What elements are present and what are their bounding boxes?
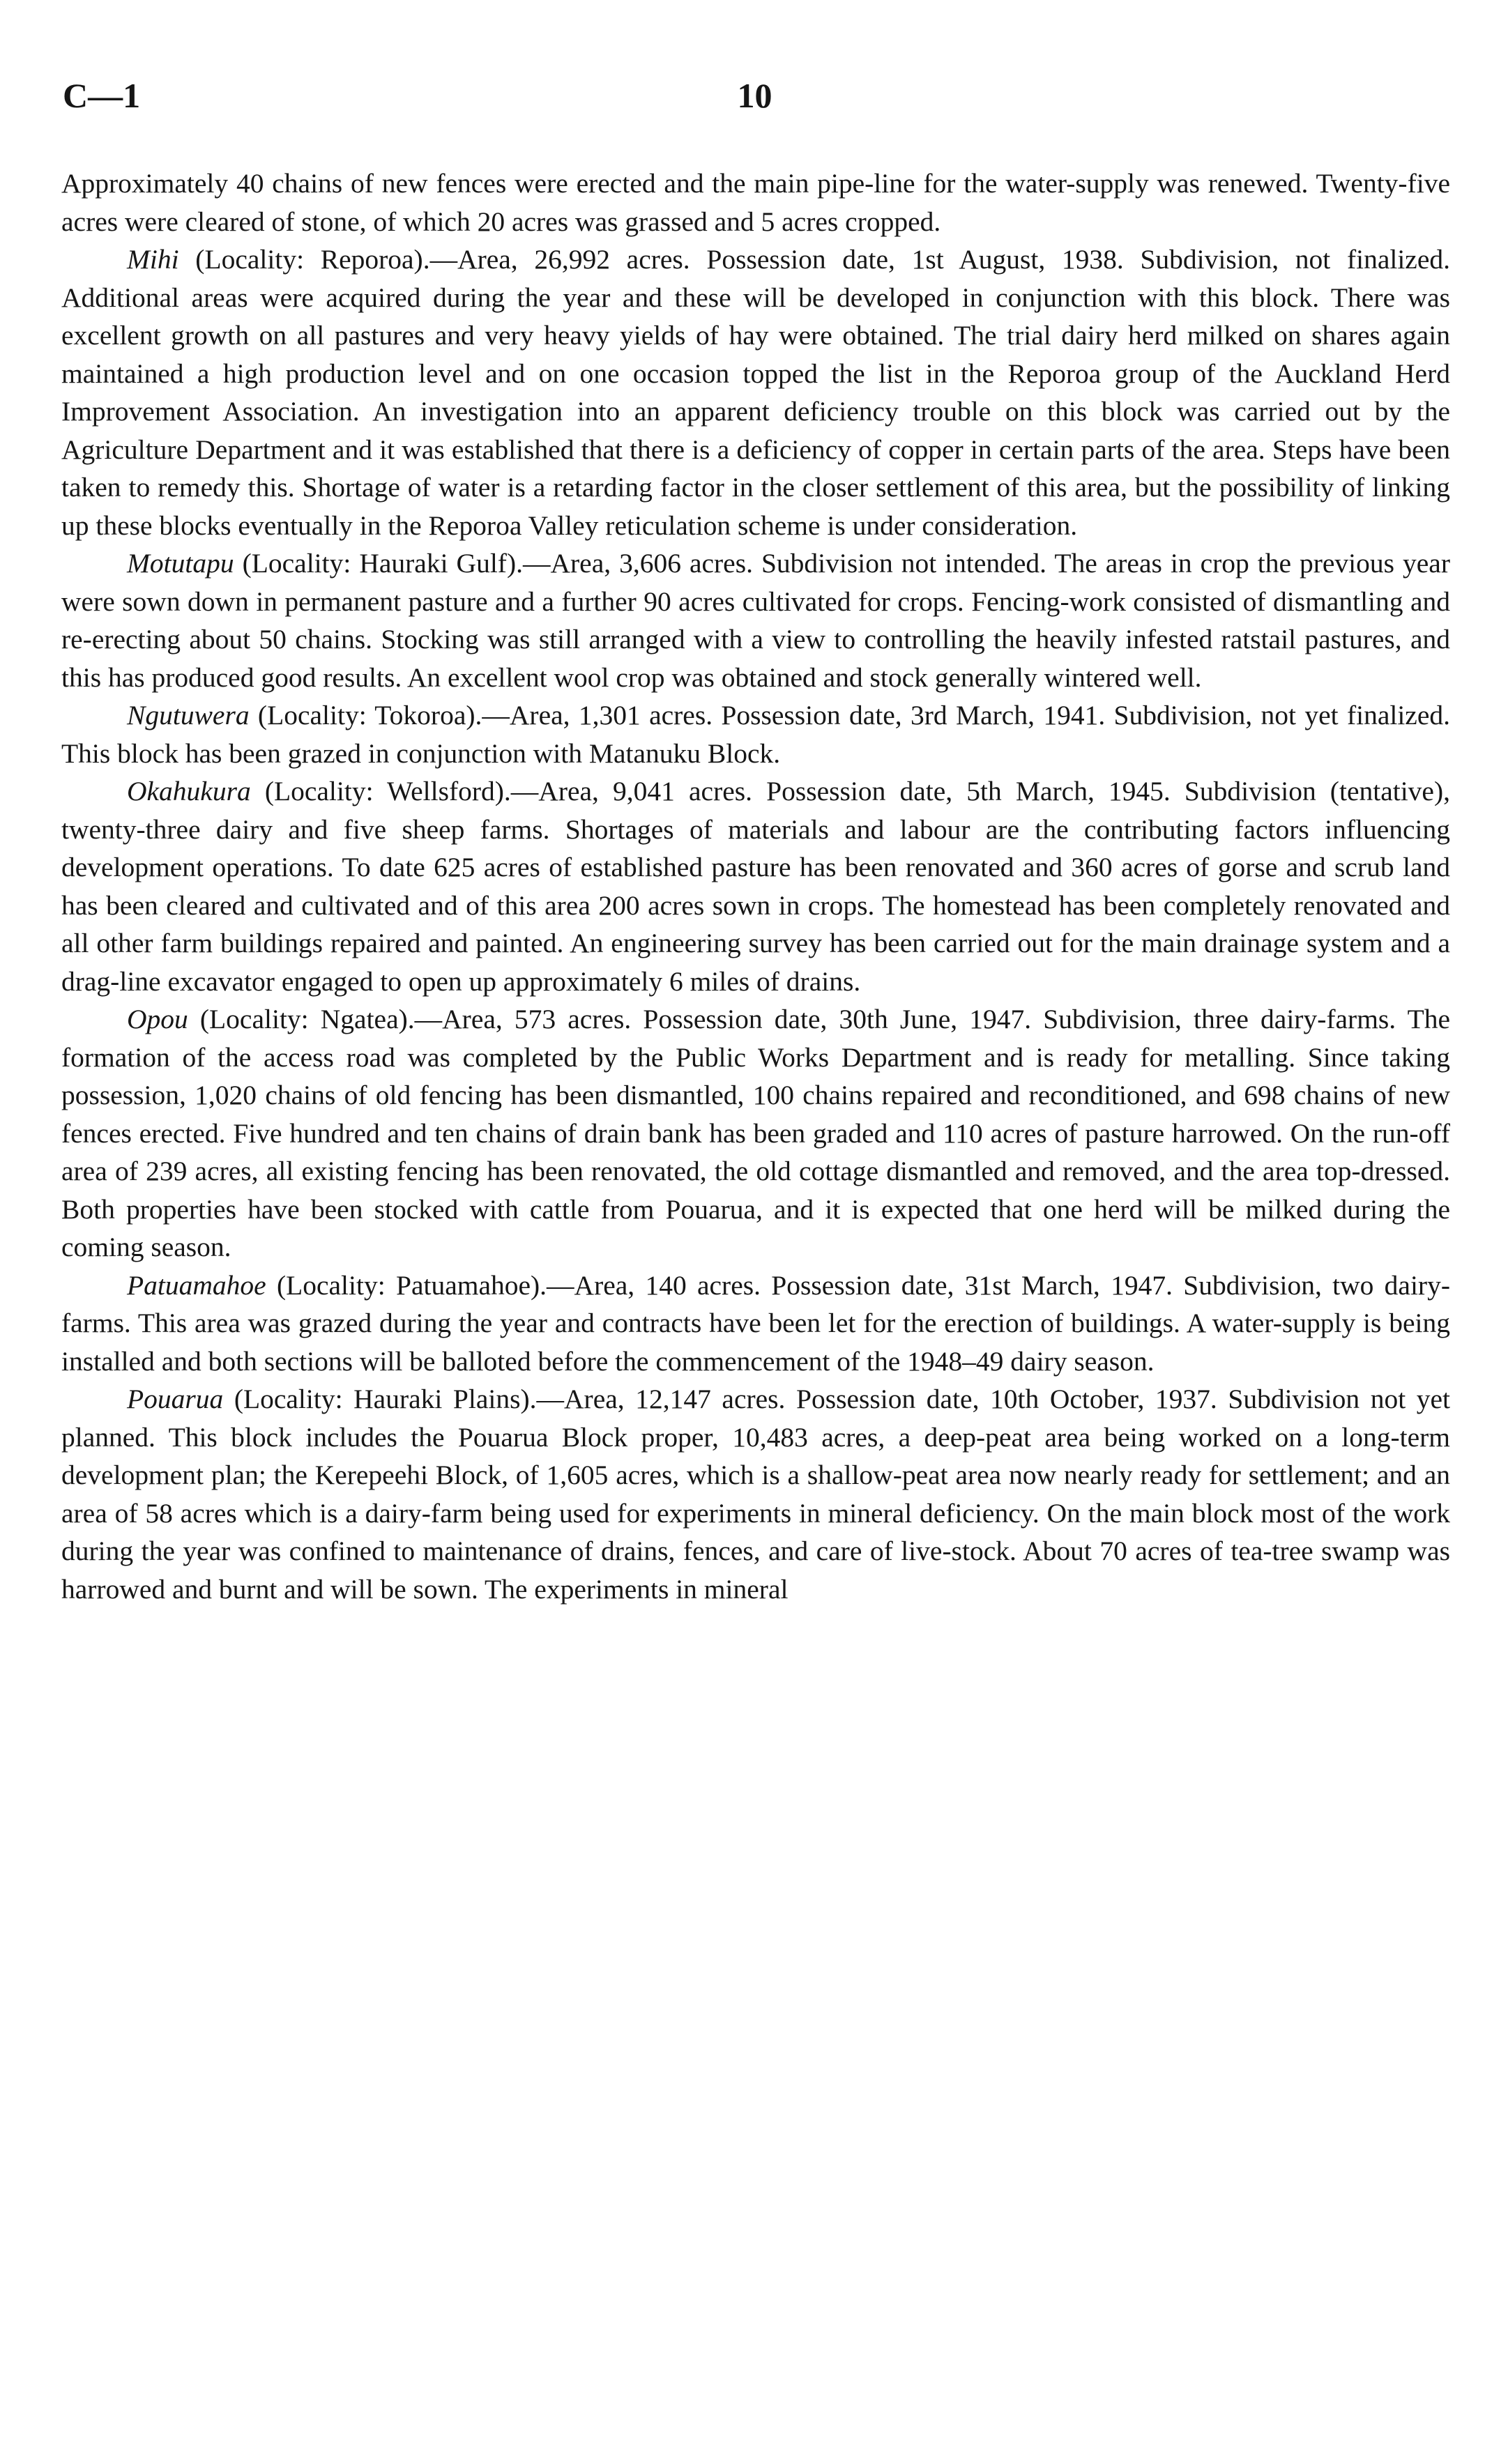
page-header [63, 75, 1447, 124]
paragraph-text: (Locality: Wellsford).—Area, 9,041 acres. Possession date, 5th March, 1945. Subdivision (tentative), twenty-three dairy and five sheep farms. Shortages of materials and labour are the contributing factors influencing development operations. To date 625 acres of established pasture has been renovated and 360 acres of gorse and scrub land has been cleared and cultivated and of this area 200 acres sown in crops. The homestead has been completely renovated and all other farm buildings repaired and painted. An engineering survey has been carried out for the main drainage system and a drag-line excavator engaged to open up approximately 6 miles of drains. [61, 776, 1450, 997]
body-text [61, 164, 1450, 1608]
paragraph-opou [61, 1000, 1450, 1267]
paragraph-text: (Locality: Tokoroa).—Area, 1,301 acres. Possession date, 3rd March, 1941. Subdivision, not yet finalized. This block has been grazed in conjunction with Matanuku Block. [61, 700, 1450, 769]
block-name: Ngutuwera [127, 700, 250, 730]
block-name: Okahukura [127, 776, 251, 806]
paragraph-text: Approximately 40 chains of new fences were erected and the main pipe-line for the water-supply was renewed. Twenty-five acres were cleared of stone, of which 20 acres was grassed and 5 acres cropped. [61, 168, 1450, 237]
paragraph-motutapu [61, 544, 1450, 696]
block-name: Pouarua [127, 1384, 224, 1414]
paragraph-continuation [61, 164, 1450, 240]
paragraph-okahukura [61, 772, 1450, 1000]
paragraph-pouarua [61, 1380, 1450, 1608]
block-name: Mihi [127, 244, 179, 275]
block-name: Opou [127, 1004, 188, 1034]
block-name: Motutapu [127, 548, 234, 579]
paragraph-mihi [61, 240, 1450, 544]
report-code: C—1 [63, 76, 141, 115]
paragraph-text: (Locality: Ngatea).—Area, 573 acres. Possession date, 30th June, 1947. Subdivision, three dairy-farms. The formation of the access road was completed by the Public Works Department and is ready for metalling. Since taking possession, 1,020 chains of old fencing has been dismantled, 100 chains repaired and reconditioned, and 698 chains of new fences erected. Five hundred and ten chains of drain bank has been graded and 110 acres of pasture harrowed. On the run-off area of 239 acres, all existing fencing has been renovated, the old cottage dismantled and removed, and the area top-dressed. Both properties have been stocked with cattle from Pouarua, and it is expected that one herd will be milked during the coming season. [61, 1004, 1450, 1262]
paragraph-patuamahoe [61, 1267, 1450, 1381]
paragraph-text: (Locality: Hauraki Gulf).—Area, 3,606 acres. Subdivision not intended. The areas in crop the previous year were sown down in permanent pasture and a further 90 acres cultivated for crops. Fencing-work consisted of dismantling and re-erecting about 50 chains. Stocking was still arranged with a view to controlling the heavily infested ratstail pastures, and this has produced good results. An excellent wool crop was obtained and stock generally wintered well. [61, 548, 1450, 693]
paragraph-text: (Locality: Hauraki Plains).—Area, 12,147 acres. Possession date, 10th October, 1937. Subdivision not yet planned. This block includes the Pouarua Block proper, 10,483 acres, a deep-peat area being worked on a long-term development plan; the Kerepeehi Block, of 1,605 acres, which is a shallow-peat area now nearly ready for settlement; and an area of 58 acres which is a dairy-farm being used for experiments in mineral deficiency. On the main block most of the work during the year was confined to maintenance of drains, fences, and care of live-stock. About 70 acres of tea-tree swamp was harrowed and burnt and will be sown. The experiments in mineral [61, 1384, 1450, 1605]
paragraph-ngutuwera [61, 696, 1450, 772]
page-number: 10 [737, 76, 772, 115]
paragraph-text: (Locality: Patuamahoe).—Area, 140 acres. Possession date, 31st March, 1947. Subdivision, two dairy-farms. This area was grazed during the year and contracts have been let for the erection of buildings. A water-supply is being installed and both sections will be balloted before the commencement of the 1948–49 dairy season. [61, 1269, 1450, 1377]
block-name: Patuamahoe [127, 1269, 266, 1301]
paragraph-text: (Locality: Reporoa).—Area, 26,992 acres. Possession date, 1st August, 1938. Subdivision, not finalized. Additional areas were acquired during the year and these will be developed in conjunction with this block. There was excellent growth on all pastures and very heavy yields of hay were obtained. The trial dairy herd milked on shares again maintained a high production level and on one occasion topped the list in the Reporoa group of the Auckland Herd Improvement Association. An investigation into an apparent deficiency trouble on this block was carried out by the Agriculture Department and it was established that there is a deficiency of copper in certain parts of the area. Steps have been taken to remedy this. Shortage of water is a retarding factor in the closer settlement of this area, but the possibility of linking up these blocks eventually in the Reporoa Valley reticulation scheme is under consideration. [61, 244, 1450, 541]
